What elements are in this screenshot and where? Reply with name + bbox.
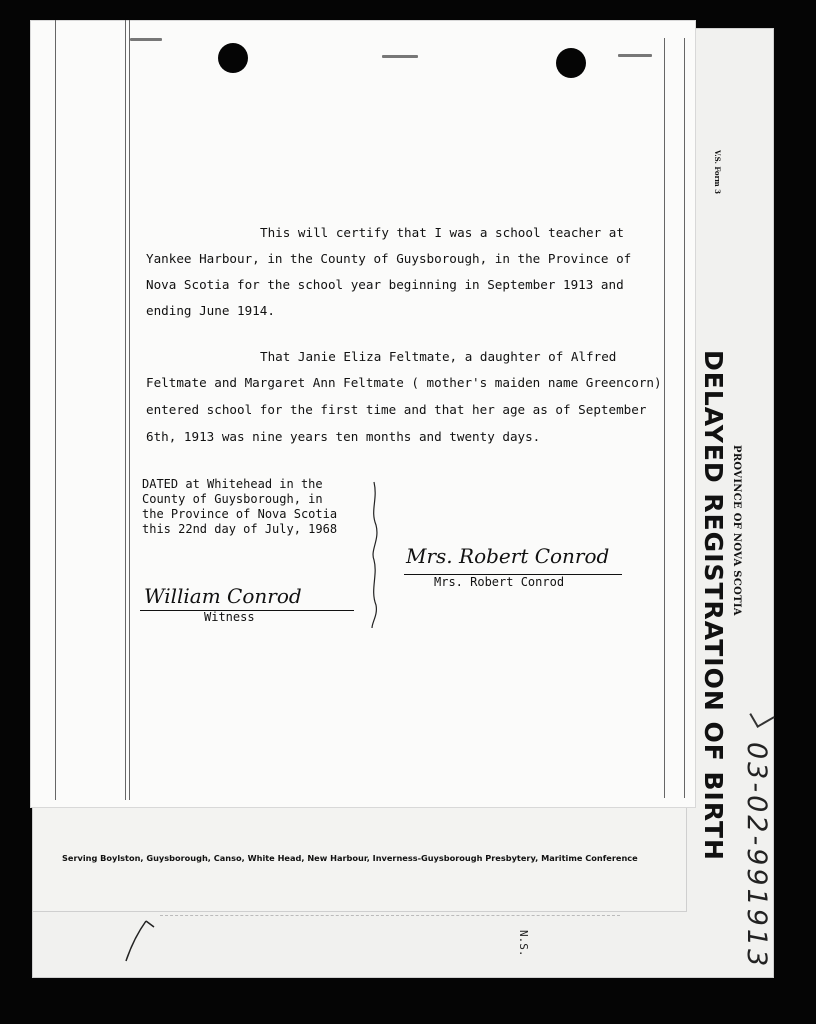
- signer-signature: Mrs. Robert Conrod: [406, 544, 610, 568]
- margin-line-inner: [125, 20, 126, 800]
- margin-line-right: [664, 38, 665, 798]
- paragraph-2-line-4: 6th, 1913 was nine years ten months and twenty days.: [146, 429, 541, 444]
- ns-abbreviation: N.S.: [517, 930, 530, 957]
- paragraph-1-line-3: Nova Scotia for the school year beginning in September 1913 and: [146, 277, 624, 292]
- staple: [130, 38, 162, 41]
- brace-icon: [366, 480, 382, 630]
- witness-signature: William Conrod: [144, 584, 302, 608]
- staple: [618, 54, 652, 57]
- signer-name: Mrs. Robert Conrod: [434, 575, 565, 589]
- form-number-label: V.S. Form 3: [713, 150, 722, 194]
- paragraph-2-line-1: That Janie Eliza Feltmate, a daughter of Alfred: [260, 349, 617, 364]
- dated-line-2: County of Guysborough, in: [142, 492, 323, 506]
- dated-line-4: this 22nd day of July, 1968: [142, 522, 338, 536]
- province-heading: PROVINCE OF NOVA SCOTIA: [731, 445, 742, 616]
- pen-mark-icon: [118, 915, 168, 965]
- paragraph-2-line-3: entered school for the first time and that her age as of September: [146, 402, 647, 417]
- margin-line-right-outer: [684, 38, 685, 798]
- form-title: DELAYED REGISTRATION OF BIRTH: [699, 350, 728, 861]
- witness-label: Witness: [204, 610, 255, 624]
- dated-line-3: the Province of Nova Scotia: [142, 507, 338, 521]
- registration-number: 03-02-991913: [741, 742, 772, 970]
- paragraph-1-line-2: Yankee Harbour, in the County of Guysborough, in the Province of: [146, 251, 632, 266]
- paragraph-2-line-2: Feltmate and Margaret Ann Feltmate ( mother's maiden name Greencorn): [146, 375, 662, 390]
- dated-line-1: DATED at Whitehead in the: [142, 477, 323, 491]
- margin-line-inner-double: [129, 20, 130, 800]
- paragraph-1-line-1: This will certify that I was a school teacher at: [260, 225, 624, 240]
- punch-hole: [218, 43, 248, 73]
- staple: [382, 55, 418, 58]
- margin-line-outer: [55, 20, 56, 800]
- punch-hole: [556, 48, 586, 78]
- divider: [160, 915, 620, 916]
- paragraph-1-line-4: ending June 1914.: [146, 303, 275, 318]
- letterhead-footer: Serving Boylston, Guysborough, Canso, White Head, New Harbour, Inverness-Guysborough Presbytery, Maritime Conference: [62, 853, 638, 863]
